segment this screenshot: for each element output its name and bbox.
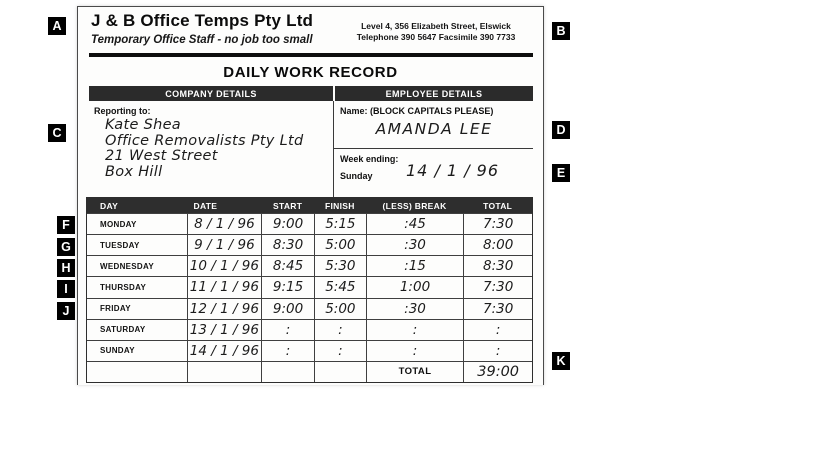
empty-cell [314, 361, 366, 382]
address-line-2: Telephone 390 5647 Facsimile 390 7733 [356, 31, 516, 42]
day-cell: THURSDAY [87, 276, 187, 297]
column-header-start: START [261, 198, 314, 213]
grand-total-label: TOTAL [366, 361, 464, 382]
annotation-tag-f: F [57, 216, 75, 234]
day-cell: SATURDAY [87, 319, 187, 340]
start-cell: 9:00 [261, 298, 314, 319]
empty-cell [187, 361, 262, 382]
day-cell: WEDNESDAY [87, 255, 187, 276]
reporting-to-value [105, 118, 303, 180]
annotation-tag-k: K [552, 352, 570, 370]
section-header-employee: EMPLOYEE DETAILS [335, 86, 533, 101]
total-cell: 8:00 [463, 234, 532, 255]
date-cell: 8 / 1 / 96 [187, 213, 262, 234]
address-line-1: Level 4, 356 Elizabeth Street, Elswick [361, 21, 511, 31]
finish-cell: 5:30 [314, 255, 366, 276]
annotation-tag-d: D [552, 121, 570, 139]
letterhead-divider [89, 53, 533, 57]
annotation-tag-c: C [48, 124, 66, 142]
total-cell: : [463, 319, 532, 340]
contact-company: Office Removalists Pty Ltd [105, 132, 304, 149]
section-header-company: COMPANY DETAILS [89, 86, 333, 101]
date-cell: 9 / 1 / 96 [187, 234, 262, 255]
start-cell: 8:45 [261, 255, 314, 276]
break-cell: : [366, 340, 464, 361]
week-ending-date: 14 / 1 / 96 [406, 161, 500, 180]
annotation-tag-b: B [552, 22, 570, 40]
annotation-tag-h: H [57, 259, 75, 277]
column-header-finish: FINISH [314, 198, 366, 213]
column-header-total: TOTAL [463, 198, 532, 213]
empty-cell [87, 361, 187, 382]
finish-cell: 5:15 [314, 213, 366, 234]
annotation-tag-i: I [57, 280, 75, 298]
break-cell: :15 [366, 255, 464, 276]
annotation-tag-g: G [57, 238, 75, 256]
employee-name-value: AMANDA LEE [375, 120, 493, 138]
date-cell: 12 / 1 / 96 [187, 298, 262, 319]
column-header-break: (LESS) BREAK [366, 198, 464, 213]
employee-name-label: Name: (BLOCK CAPITALS PLEASE) [340, 106, 494, 116]
break-cell: : [366, 319, 464, 340]
day-cell: FRIDAY [87, 298, 187, 319]
finish-cell: 5:00 [314, 298, 366, 319]
start-cell: 8:30 [261, 234, 314, 255]
column-header-day: DAY [87, 198, 187, 213]
work-record-page [77, 6, 544, 385]
empty-cell [261, 361, 314, 382]
total-cell: : [463, 340, 532, 361]
start-cell: : [261, 319, 314, 340]
break-cell: 1:00 [366, 276, 464, 297]
annotation-tag-e: E [552, 164, 570, 182]
annotation-tag-j: J [57, 302, 75, 320]
total-cell: 8:30 [463, 255, 532, 276]
date-cell: 14 / 1 / 96 [187, 340, 262, 361]
start-cell: : [261, 340, 314, 361]
finish-cell: : [314, 319, 366, 340]
reporting-to-label: Reporting to: [94, 106, 151, 116]
annotation-tag-a: A [48, 17, 66, 35]
total-cell: 7:30 [463, 298, 532, 319]
contact-name: Kate Shea [105, 117, 181, 133]
company-address [344, 21, 528, 42]
finish-cell: 5:45 [314, 276, 366, 297]
date-cell: 10 / 1 / 96 [187, 255, 262, 276]
day-cell: MONDAY [87, 213, 187, 234]
name-field-divider [334, 148, 533, 149]
start-cell: 9:00 [261, 213, 314, 234]
grand-total-value: 39:00 [463, 361, 532, 382]
date-cell: 11 / 1 / 96 [187, 276, 262, 297]
form-title: DAILY WORK RECORD [223, 64, 398, 81]
date-cell: 13 / 1 / 96 [187, 319, 262, 340]
total-cell: 7:30 [463, 276, 532, 297]
day-cell: SUNDAY [87, 340, 187, 361]
week-ending-day: Sunday [340, 171, 373, 181]
column-header-date: DATE [187, 198, 262, 213]
contact-street: 21 West Street [105, 148, 218, 164]
company-tagline: Temporary Office Staff - no job too small [91, 34, 313, 46]
finish-cell: 5:00 [314, 234, 366, 255]
work-hours-table [86, 197, 533, 383]
total-cell: 7:30 [463, 213, 532, 234]
contact-suburb: Box Hill [105, 163, 163, 180]
company-name: J & B Office Temps Pty Ltd [91, 11, 314, 30]
finish-cell: : [314, 340, 366, 361]
week-ending-label: Week ending: [340, 154, 399, 164]
break-cell: :45 [366, 213, 464, 234]
break-cell: :30 [366, 298, 464, 319]
day-cell: TUESDAY [87, 234, 187, 255]
start-cell: 9:15 [261, 276, 314, 297]
break-cell: :30 [366, 234, 464, 255]
